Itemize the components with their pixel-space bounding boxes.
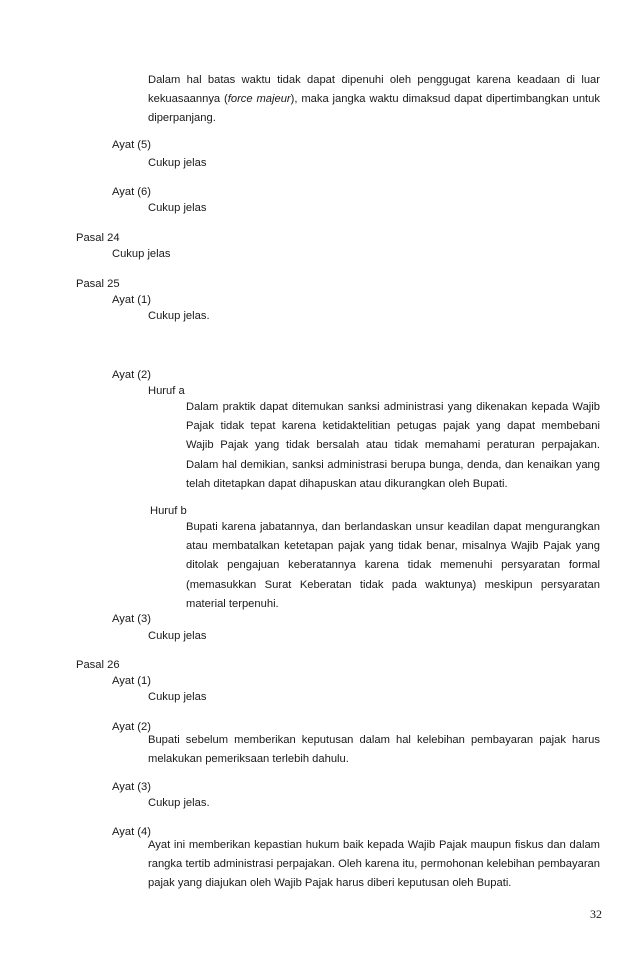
pasal26-heading: Pasal 26 xyxy=(76,659,120,671)
pasal26-ayat1-text: Cukup jelas xyxy=(148,691,207,703)
pasal25-ayat3-text: Cukup jelas xyxy=(148,630,207,642)
page-number: 32 xyxy=(590,907,602,921)
pasal23-ayat5-label: Ayat (5) xyxy=(112,139,151,151)
pasal26-ayat1-label: Ayat (1) xyxy=(112,675,151,687)
pasal23-ayat5-text: Cukup jelas xyxy=(148,157,207,169)
pasal26-ayat4-label: Ayat (4) xyxy=(112,826,151,838)
pasal25-ayat2-huruf-a-label: Huruf a xyxy=(148,385,185,397)
pasal24-heading: Pasal 24 xyxy=(76,232,120,244)
pasal24-text: Cukup jelas xyxy=(112,248,171,260)
pasal25-ayat3-label: Ayat (3) xyxy=(112,613,151,625)
pasal25-heading: Pasal 25 xyxy=(76,278,120,290)
pasal23-ayat6-label: Ayat (6) xyxy=(112,186,151,198)
pasal26-ayat2-text: Bupati sebelum memberikan keputusan dalam hal kelebihan pembayaran pajak harus melakukan pemeriksaan terlebih dahulu. xyxy=(148,734,600,766)
pasal26-ayat3-label: Ayat (3) xyxy=(112,781,151,793)
pasal23-ayat4-text: Dalam hal batas waktu tidak dapat dipenuhi oleh penggugat karena keadaan di luar kekuasaannya (force majeur), maka jangka waktu dimaksud dapat dipertimbangkan untuk diperpanjang. xyxy=(148,74,600,125)
pasal25-ayat2-huruf-b-text: Bupati karena jabatannya, dan berlandaskan unsur keadilan dapat mengurangkan atau membatalkan ketetapan pajak yang tidak benar, misalnya Wajib Pajak yang ditolak pengajuan keberatannya karena tidak memenuhi persyaratan formal (memasukkan Surat Keberatan tidak pada waktunya) meskipun persyaratan material terpenuhi. xyxy=(186,521,600,610)
force-majeur-italic: force majeur xyxy=(227,93,291,106)
pasal23-ayat6-text: Cukup jelas xyxy=(148,202,207,214)
pasal26-ayat2-label: Ayat (2) xyxy=(112,721,151,733)
pasal25-ayat1-label: Ayat (1) xyxy=(112,294,151,306)
pasal25-ayat2-label: Ayat (2) xyxy=(112,369,151,381)
pasal26-ayat4-text: Ayat ini memberikan kepastian hukum baik kepada Wajib Pajak maupun fiskus dan dalam rangka tertib administrasi perpajakan. Oleh karena itu, permohonan kelebihan pembayaran pajak yang diajukan oleh Wajib Pajak harus diberi keputusan oleh Bupati. xyxy=(148,839,600,890)
pasal25-ayat1-text: Cukup jelas. xyxy=(148,310,210,322)
pasal25-ayat2-huruf-a-text: Dalam praktik dapat ditemukan sanksi administrasi yang dikenakan kepada Wajib Pajak tidak tepat karena ketidaktelitian petugas pajak yang dapat membebani Wajib Pajak yang tidak bersalah atau tidak memahami peraturan perpajakan. Dalam hal demikian, sanksi administrasi berupa bunga, denda, dan kenaikan yang telah ditetapkan dapat dihapuskan atau dikurangkan oleh Bupati. xyxy=(186,401,600,490)
pasal25-ayat2-huruf-b-label: Huruf b xyxy=(150,505,187,517)
pasal26-ayat3-text: Cukup jelas. xyxy=(148,797,210,809)
